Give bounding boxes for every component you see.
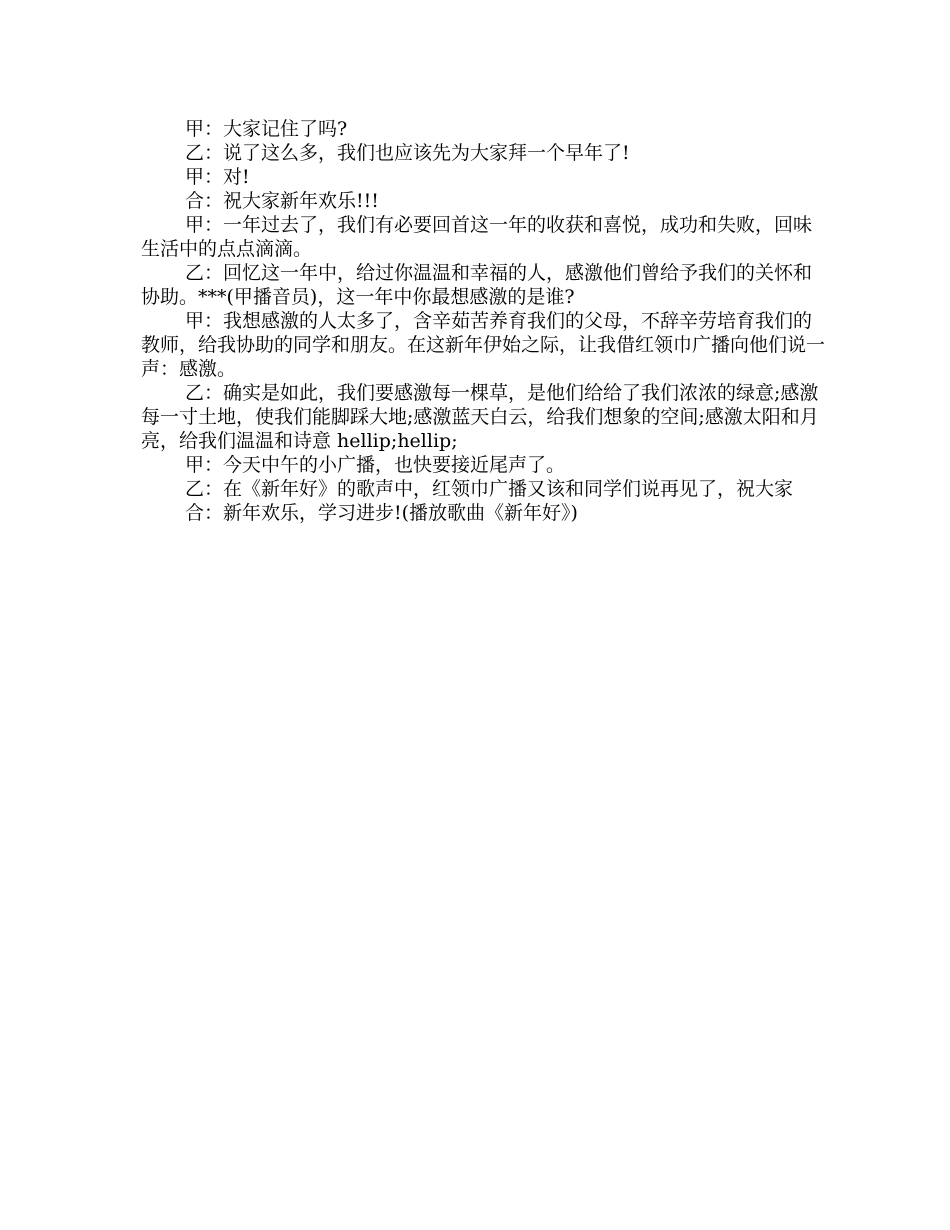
paragraph-9: 甲：今天中午的小广播，也快要接近尾声了。 — [185, 454, 566, 476]
paragraph-8: 乙：确实是如此，我们要感激每一棵草，是他们给给了我们浓浓的绿意;感激每一寸土地，使我们能脚踩大地;感激蓝天白云，给我们想象的空间;感激太阳和月亮，给我们温温和诗意 hellip;hellip; — [141, 382, 819, 452]
paragraph-1: 甲：大家记住了吗? — [185, 118, 348, 140]
paragraph-10: 乙：在《新年好》的歌声中，红领巾广播又该和同学们说再见了，祝大家 — [185, 478, 794, 500]
paragraph-2: 乙：说了这么多，我们也应该先为大家拜一个早年了! — [185, 142, 630, 164]
paragraph-7: 甲：我想感激的人太多了，含辛茹苦养育我们的父母，不辞辛劳培育我们的教师，给我协助的同学和朋友。在这新年伊始之际，让我借红领巾广播向他们说一声：感激。 — [141, 310, 826, 380]
document-body — [141, 117, 827, 525]
paragraph-11: 合：新年欢乐，学习进步!(播放歌曲《新年好》) — [185, 502, 578, 524]
paragraph-6: 乙：回忆这一年中，给过你温温和幸福的人，感激他们曾给予我们的关怀和协助。***(甲播音员)，这一年中你最想感激的是谁? — [141, 262, 813, 308]
paragraph-4: 合：祝大家新年欢乐!!! — [185, 190, 379, 212]
paragraph-5: 甲：一年过去了，我们有必要回首这一年的收获和喜悦，成功和失败，回味生活中的点点滴滴。 — [141, 214, 813, 260]
paragraph-3: 甲：对! — [185, 166, 250, 188]
